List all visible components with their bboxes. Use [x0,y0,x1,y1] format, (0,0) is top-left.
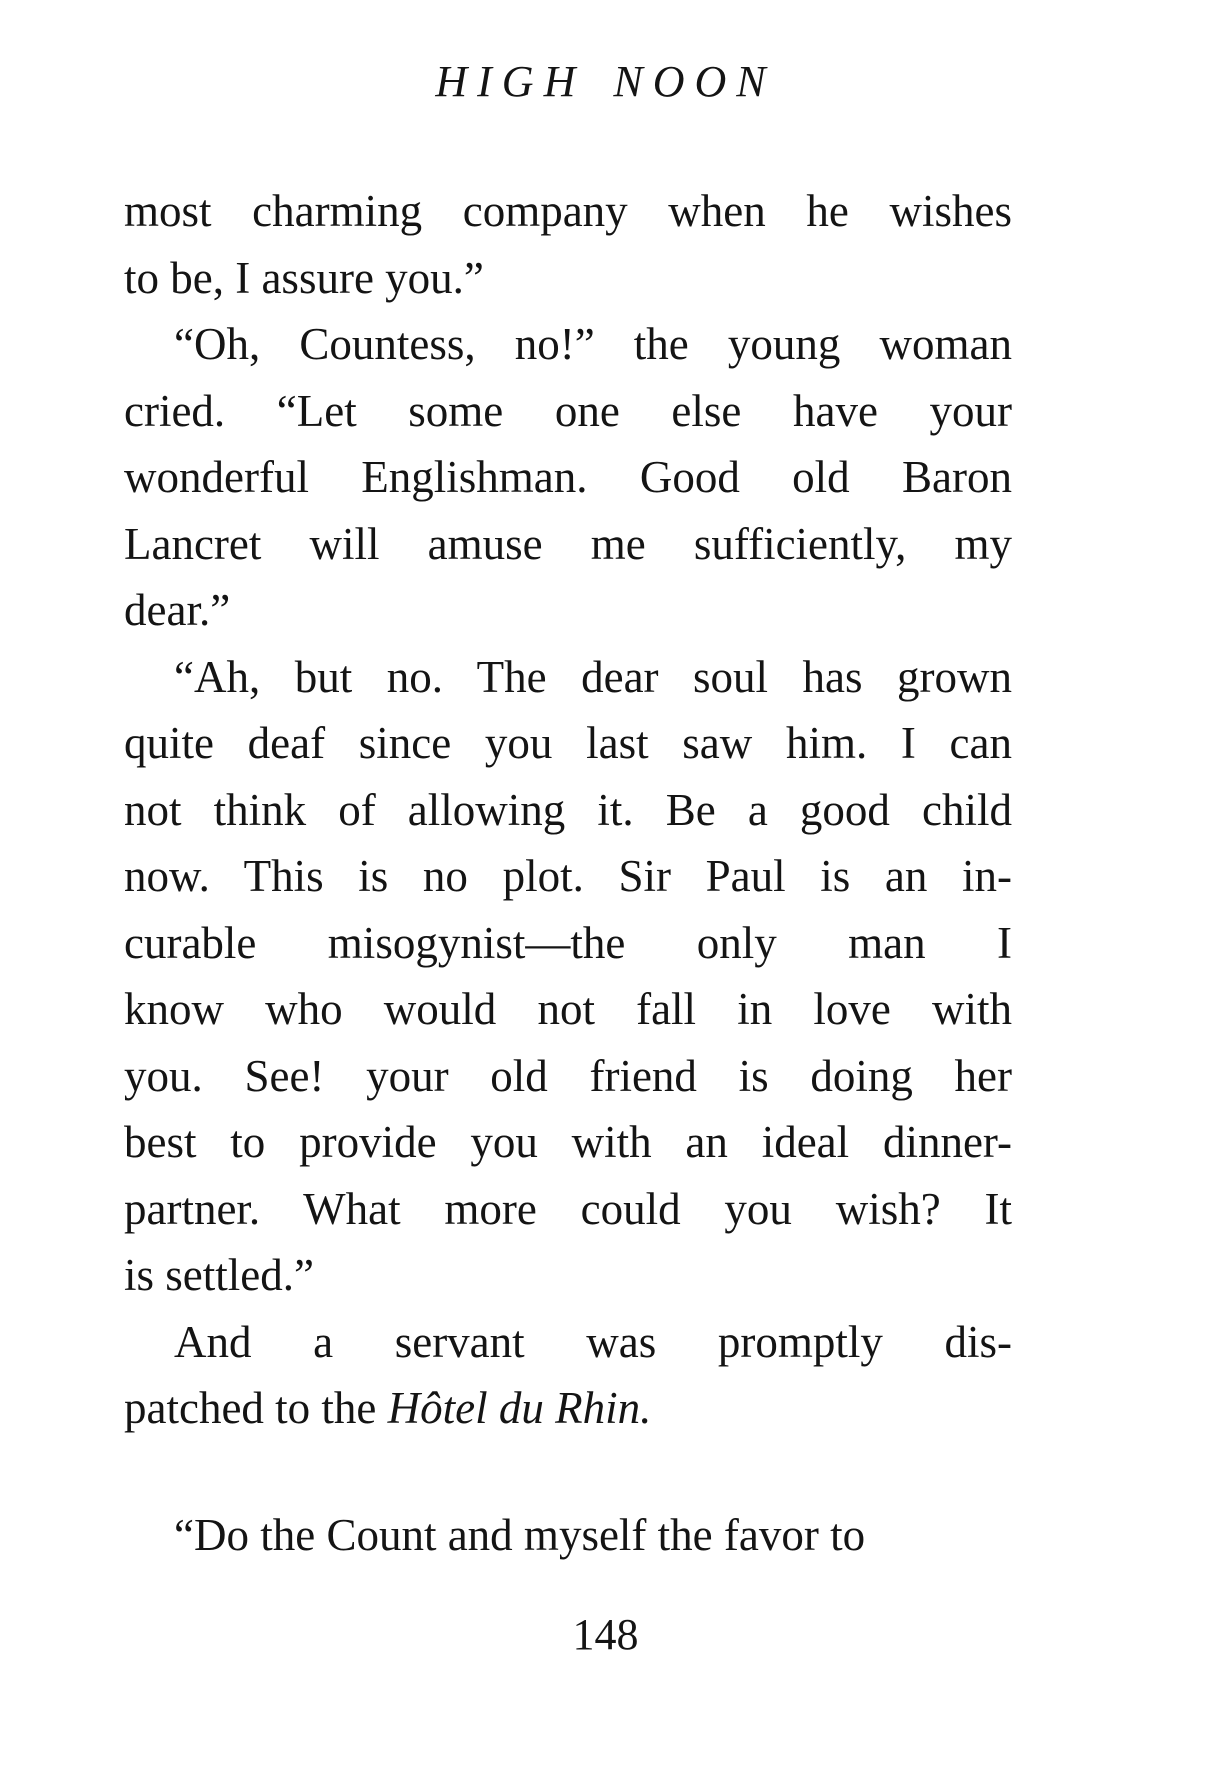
text-line: know who would not fall in love with [124,984,1012,1034]
section-gap [124,1442,1012,1502]
text-line: to be, I assure you.” [124,252,484,303]
text-line: “Do the Count and myself the favor to [174,1509,866,1560]
text-line: “Oh, Countess, no!” the young woman [174,319,1012,369]
text-line: you. See! your old friend is doing her [124,1050,1012,1101]
text-line: partner. What more could you wish? It [124,1183,1012,1234]
text-line-with-italic [124,1375,1012,1442]
page-number: 148 [572,1610,639,1659]
text-line: “Ah, but no. The dear soul has grown [174,651,1012,702]
running-head [0,52,1211,112]
running-head-word-2: NOON [613,57,776,106]
text-line: cried. “Let some one else have your [124,385,1012,436]
text-fragment: patched to the [124,1383,377,1433]
text-line: not think of allowing it. Be a good child [124,784,1012,835]
text-line: curable misogynist—the only man I [124,917,1012,968]
italic-place-name: Hôtel du Rhin. [387,1383,652,1433]
text-line: dear.” [124,585,231,635]
body-text [124,178,1012,1568]
running-head-word-1: HIGH [435,57,586,106]
text-line: most charming company when he wishes [124,186,1012,236]
text-line: Lancret will amuse me sufficiently, my [124,518,1012,569]
text-line: quite deaf since you last saw him. I can [124,718,1012,768]
text-line: wonderful Englishman. Good old Baron [124,452,1012,502]
text-line: now. This is no plot. Sir Paul is an in- [124,851,1012,901]
text-line: And a servant was promptly dis- [174,1316,1012,1367]
text-line: best to provide you with an ideal dinner- [124,1117,1012,1167]
text-line: is settled.” [124,1250,314,1300]
